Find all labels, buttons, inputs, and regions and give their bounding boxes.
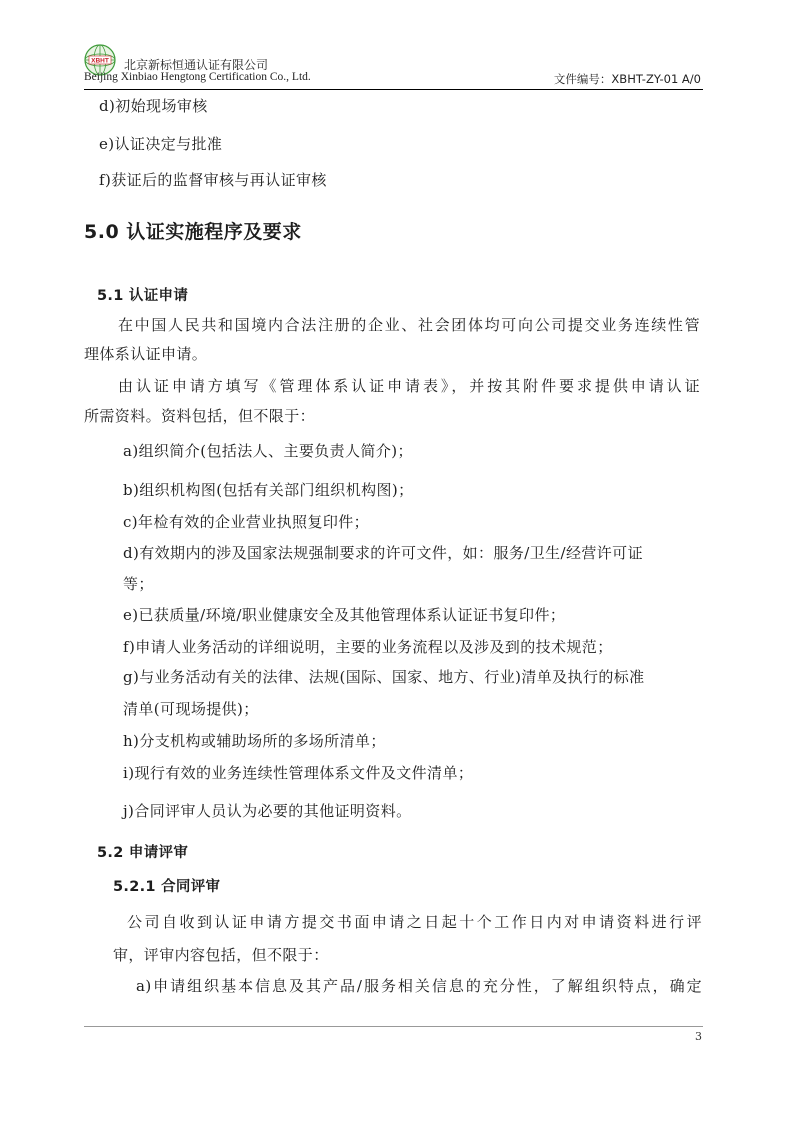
- paragraph-line: 理体系认证申请。: [84, 345, 208, 363]
- list-item: c)年检有效的企业营业执照复印件；: [123, 513, 370, 531]
- company-name-cn: 北京新标恒通认证有限公司: [124, 58, 269, 72]
- paragraph-line: 由认证申请方填写《管理体系认证申请表》，并按其附件要求提供申请认证: [118, 377, 700, 395]
- paragraph-line: 公司自收到认证申请方提交书面申请之日起十个工作日内对申请资料进行评: [127, 913, 702, 931]
- paragraph-line: 审，评审内容包括，但不限于：: [113, 946, 329, 964]
- list-item: 等；: [123, 575, 154, 593]
- subsection-title-5-1: 5.1 认证申请: [97, 288, 189, 304]
- list-item: j)合同评审人员认为必要的其他证明资料。: [123, 802, 412, 820]
- list-item: i)现行有效的业务连续性管理体系文件及文件清单；: [123, 764, 474, 782]
- footer-divider: [84, 1026, 703, 1027]
- list-item-certification-decision: e)认证决定与批准: [99, 135, 223, 153]
- list-item: d)有效期内的涉及国家法规强制要求的许可文件，如：服务/卫生/经营许可证: [123, 544, 643, 562]
- list-item: 清单(可现场提供)；: [123, 700, 259, 718]
- page-number: 3: [695, 1030, 702, 1043]
- list-item: b)组织机构图(包括有关部门组织机构图)；: [123, 481, 414, 499]
- logo-text: XBHT: [91, 57, 109, 65]
- list-item: a)组织简介(包括法人、主要负责人简介)；: [123, 442, 413, 460]
- paragraph-line: 所需资料。资料包括，但不限于：: [84, 407, 316, 425]
- list-item: e)已获质量/环境/职业健康安全及其他管理体系认证证书复印件；: [123, 606, 566, 624]
- list-item: g)与业务活动有关的法律、法规(国际、国家、地方、行业)清单及执行的标准: [123, 668, 645, 686]
- list-item: f)申请人业务活动的详细说明，主要的业务流程以及涉及到的技术规范；: [123, 638, 613, 656]
- subsection-title-5-2: 5.2 申请评审: [97, 845, 189, 861]
- section-title: 5.0 认证实施程序及要求: [84, 221, 302, 243]
- list-item: a)申请组织基本信息及其产品/服务相关信息的充分性，了解组织特点，确定: [136, 977, 702, 995]
- list-item-initial-audit: d)初始现场审核: [99, 97, 208, 115]
- page-header: [84, 40, 703, 90]
- list-item-surveillance-audit: f)获证后的监督审核与再认证审核: [99, 171, 327, 189]
- paragraph-line: 在中国人民共和国境内合法注册的企业、社会团体均可向公司提交业务连续性管: [118, 316, 700, 334]
- document-number: 文件编号：XBHT-ZY-01 A/0: [553, 72, 701, 86]
- list-item: h)分支机构或辅助场所的多场所清单；: [123, 732, 386, 750]
- company-name-en: Beijing Xinbiao Hengtong Certification Co., Ltd.: [84, 71, 311, 83]
- header-divider: [84, 89, 703, 90]
- subsection-title-5-2-1: 5.2.1 合同评审: [113, 879, 221, 895]
